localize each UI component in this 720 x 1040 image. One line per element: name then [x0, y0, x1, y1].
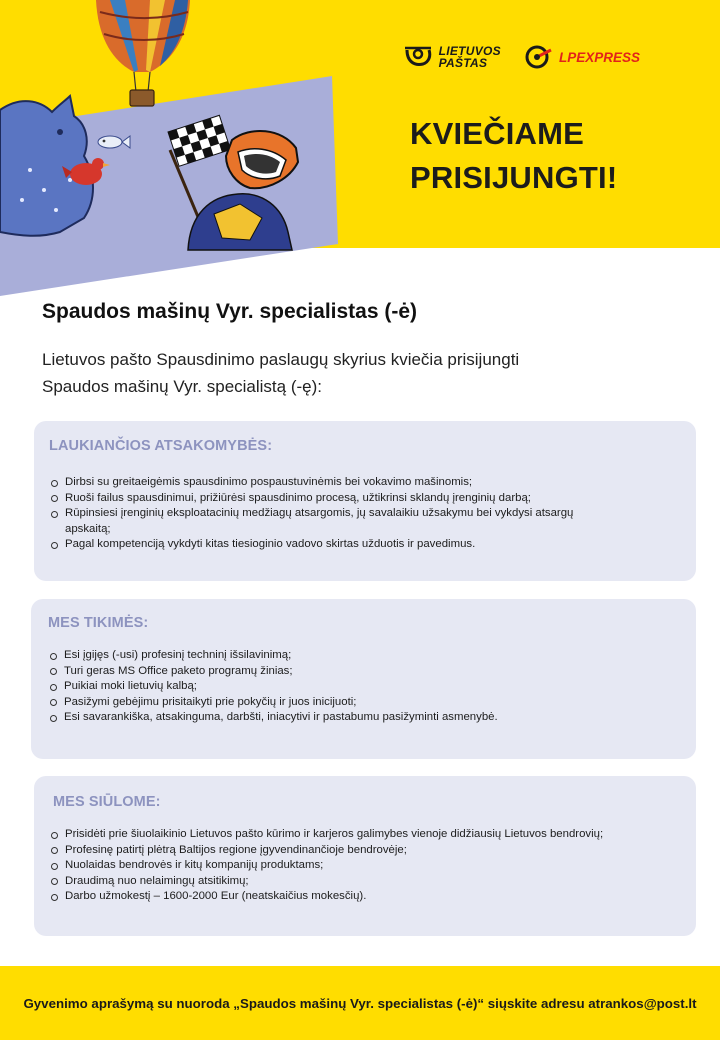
- job-intro: [42, 346, 642, 400]
- express-mark-icon: [523, 44, 553, 70]
- offer-card: [34, 776, 696, 936]
- offer-list: [51, 827, 691, 905]
- list-item: Rūpinsiesi įrenginių eksploatacinių medžiagų atsargomis, jų savalaikiu užsakymu bei vykdysi atsargų apskaitą;: [51, 506, 611, 537]
- requirements-heading: MES TIKIMĖS:: [48, 615, 149, 631]
- responsibilities-heading: LAUKIANČIOS ATSAKOMYBĖS:: [49, 438, 273, 454]
- list-item: Dirbsi su greitaeigėmis spausdinimo pospaustuvinėmis bei vokavimo mašinomis;: [51, 475, 611, 491]
- list-item: Puikiai moki lietuvių kalbą;: [50, 679, 670, 695]
- list-item: Ruoši failus spausdinimui, prižiūrėsi spausdinimo procesą, užtikrinsi sklandų įrenginių darbą;: [51, 491, 611, 507]
- logo-group: [403, 44, 640, 70]
- headline-line2: PRISIJUNGTI!: [410, 160, 618, 195]
- headline-line1: KVIEČIAME: [410, 116, 585, 151]
- list-item: Pasižymi gebėjimu prisitaikyti prie pokyčių ir juos inicijuoti;: [50, 695, 670, 711]
- post-horn-icon: [403, 44, 433, 70]
- job-title: Spaudos mašinų Vyr. specialistas (-ė): [42, 300, 418, 323]
- footer-banner: [0, 966, 720, 1040]
- footer-instructions: Gyvenimo aprašymą su nuoroda „Spaudos mašinų Vyr. specialistas (-ė)“ siųskite adresu atrankos@post.lt: [23, 995, 697, 1011]
- intro-line2: Spaudos mašinų Vyr. specialistą (-ę):: [42, 377, 322, 396]
- logo-text-line1: LIETUVOS: [438, 44, 501, 58]
- requirements-list: [50, 648, 670, 726]
- responsibilities-list: [51, 475, 611, 553]
- list-item: Esi įgijęs (-usi) profesinį techninį išsilavinimą;: [50, 648, 670, 664]
- list-item: Esi savarankiška, atsakinguma, darbšti, iniacytivi ir pastabumu pasižyminti asmenybė.: [50, 710, 670, 726]
- list-item: Draudimą nuo nelaimingų atsitikimų;: [51, 874, 691, 890]
- list-item: Nuolaidas bendrovės ir kitų kompanijų produktams;: [51, 858, 691, 874]
- lp-express-text: LPEXPRESS: [558, 49, 640, 65]
- logo-text-line2: PAŠTAS: [438, 56, 488, 70]
- offer-heading: MES SIŪLOME:: [53, 794, 161, 810]
- list-item: Pagal kompetenciją vykdyti kitas tiesioginio vadovo skirtas užduotis ir pavedimus.: [51, 537, 611, 553]
- list-item: Profesinę patirtį plėtrą Baltijos regione įgyvendinančioje bendrovėje;: [51, 843, 691, 859]
- lp-express-logo[interactable]: [523, 44, 640, 70]
- intro-line1: Lietuvos pašto Spausdinimo paslaugų skyrius kviečia prisijungti: [42, 350, 520, 369]
- lietuvos-pastas-logo[interactable]: [403, 44, 501, 70]
- headline: [410, 112, 617, 200]
- requirements-card: [31, 599, 696, 759]
- decorative-illustration: [0, 0, 340, 300]
- hot-air-balloon-icon: [96, 0, 190, 106]
- list-item: Darbo užmokestį – 1600-2000 Eur (neatskaičius mokesčių).: [51, 889, 691, 905]
- list-item: Turi geras MS Office paketo programų žinias;: [50, 664, 670, 680]
- responsibilities-card: [34, 421, 696, 581]
- list-item: Prisidėti prie šiuolaikinio Lietuvos pašto kūrimo ir karjeros galimybes vienoje didžiausių Lietuvos bendrovių;: [51, 827, 691, 843]
